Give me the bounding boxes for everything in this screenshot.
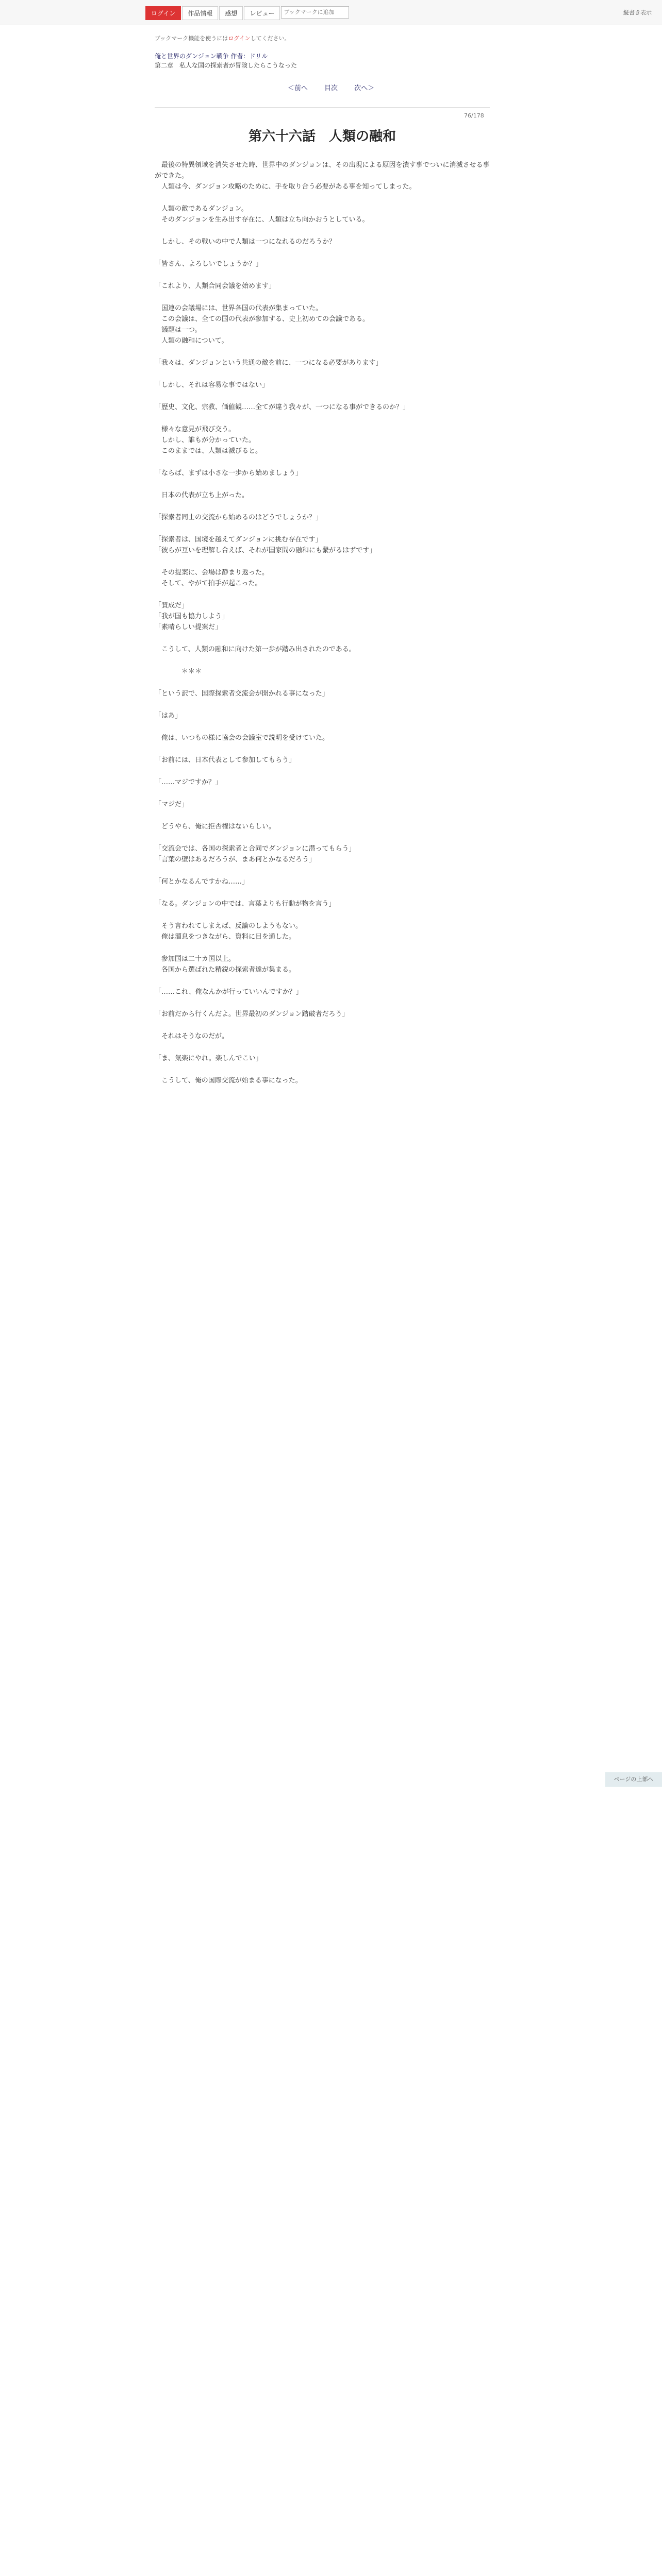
novel-paragraph: 「探索者同士の交流から始めるのはどうでしょうか？」 [155, 514, 323, 521]
novel-paragraph: 「歴史、文化、宗教、価値観……全てが違う我々が、一つになる事ができるのか？」 [155, 403, 410, 411]
episode-title: 第六十六話 人類の融和 [248, 129, 396, 144]
novel-paragraph: 「賛成だ」 「我が国も協力しよう」 「素晴らしい提案だ」 [155, 602, 229, 631]
login-button[interactable]: ログイン [145, 6, 181, 20]
novel-paragraph: 「しかし、それは容易な事ではない」 [155, 381, 269, 389]
novel-paragraph: 「何とかなるんですかね……」 [155, 878, 249, 886]
novel-paragraph: 「ま、気楽にやれ。楽しんでこい」 [155, 1055, 262, 1062]
novel-paragraph: 「という訳で、国際探索者交流会が開かれる事になった」 [155, 690, 329, 698]
novel-paragraph: その提案に、会場は静まり返った。 そして、やがて拍手が起こった。 [161, 569, 269, 587]
series-info [155, 52, 297, 70]
novel-paragraph: それはそうなのだが。 [155, 1032, 229, 1040]
divider [155, 107, 490, 108]
novel-paragraph: 「我々は、ダンジョンという共通の敵を前に、一つになる必要があります」 [155, 359, 383, 367]
vertical-writing-toggle[interactable]: 縦書き表示 [623, 9, 652, 16]
comments-button[interactable]: 感想 [219, 6, 243, 20]
novel-body [155, 160, 490, 1097]
novel-paragraph: 日本の代表が立ち上がった。 [155, 492, 249, 499]
novel-paragraph: 「お前には、日本代表として参加してもらう」 [155, 756, 296, 764]
novel-paragraph: 「お前だから行くんだよ。世界最初のダンジョン踏破者だろう」 [155, 1010, 349, 1018]
novel-paragraph: 最後の特異領域を消失させた時、世界中のダンジョンは、その出現による原因を潰す事でついに消滅させる事ができた。 人類は今、ダンジョン攻略のために、手を取り合う必要がある事を知ってしまった。 [155, 161, 490, 191]
novel-paragraph: 「……マジですか？」 [155, 778, 222, 786]
top-nav-buttons [145, 6, 349, 20]
page-number: 76/178 [464, 112, 484, 119]
novel-paragraph: ＊＊＊ [155, 668, 202, 675]
toc-link[interactable]: 目次 [324, 84, 338, 92]
bookmark-input[interactable] [281, 6, 349, 19]
works-info-button[interactable]: 作品情報 [182, 6, 218, 20]
novel-paragraph: 「はあ」 [155, 712, 182, 720]
novel-paragraph: 「なる。ダンジョンの中では、言葉よりも行動が物を言う」 [155, 900, 336, 908]
novel-paragraph: 俺は、いつもの様に協会の会議室で説明を受けていた。 [155, 734, 329, 742]
novel-paragraph: 「ならば、まずは小さな一歩から始めましょう」 [155, 469, 303, 477]
series-title-link[interactable]: 俺と世界のダンジョン戦争 作者：ドリル [155, 53, 268, 60]
novel-paragraph: 「これより、人類合同会議を始めます」 [155, 282, 276, 290]
novel-paragraph: こうして、俺の国際交流が始まる事になった。 [155, 1077, 302, 1084]
novel-paragraph: 「マジだ」 [155, 801, 189, 808]
pager-top [0, 82, 662, 92]
scroll-to-top-tab[interactable]: ページの上部へ [605, 1772, 662, 1787]
novel-paragraph: 「交流会では、各国の探索者と合同でダンジョンに潜ってもらう」 「言葉の壁はあるだろうが、まあ何とかなるだろう」 [155, 845, 356, 863]
next-link[interactable]: 次へ＞ [354, 84, 375, 92]
novel-paragraph: こうして、人類の融和に向けた第一歩が踏み出されたのである。 [155, 646, 356, 653]
notice-login-link[interactable]: ログイン [228, 35, 251, 42]
novel-paragraph: 人類の敵であるダンジョン。 そのダンジョンを生み出す存在に、人類は立ち向かおうとしている。 [161, 205, 369, 224]
novel-paragraph: 「……これ、俺なんかが行っていいんですか？」 [155, 988, 303, 996]
novel-paragraph: しかし、その戦いの中で人類は一つになれるのだろうか？ [155, 238, 336, 246]
novel-paragraph: 国連の会議場には、世界各国の代表が集まっていた。 この会議は、全ての国の代表が参加する、史上初めての会議である。 議題は一つ。 人類の融和について。 [161, 304, 370, 345]
prev-link[interactable]: ＜前へ [287, 84, 308, 92]
notice-prefix: ブックマーク機能を使うには [155, 35, 228, 42]
notice-suffix: してください。 [250, 35, 290, 42]
chapter-title: 第二章 私人な国の探索者が冒険したらこうなった [155, 62, 297, 69]
novel-paragraph: 様々な意見が飛び交う。 しかし、誰もが分かっていた。 このままでは、人類は滅びると。 [161, 426, 262, 455]
novel-paragraph: 「探索者は、国境を越えてダンジョンに挑む存在です」 「彼らが互いを理解し合えば、それが国家間の融和にも繋がるはずです」 [155, 536, 376, 554]
review-button[interactable]: レビュー [244, 6, 280, 20]
top-navigation-bar [0, 0, 662, 25]
novel-paragraph: 「皆さん、よろしいでしょうか？」 [155, 260, 262, 268]
novel-paragraph: どうやら、俺に拒否権はないらしい。 [155, 823, 276, 831]
novel-paragraph: そう言われてしまえば、反論のしようもない。 俺は溜息をつきながら、資料に目を通した。 [161, 922, 303, 941]
bookmark-login-notice [155, 34, 290, 42]
novel-paragraph: 参加国は二十カ国以上。 各国から選ばれた精鋭の探索者達が集まる。 [161, 955, 296, 974]
